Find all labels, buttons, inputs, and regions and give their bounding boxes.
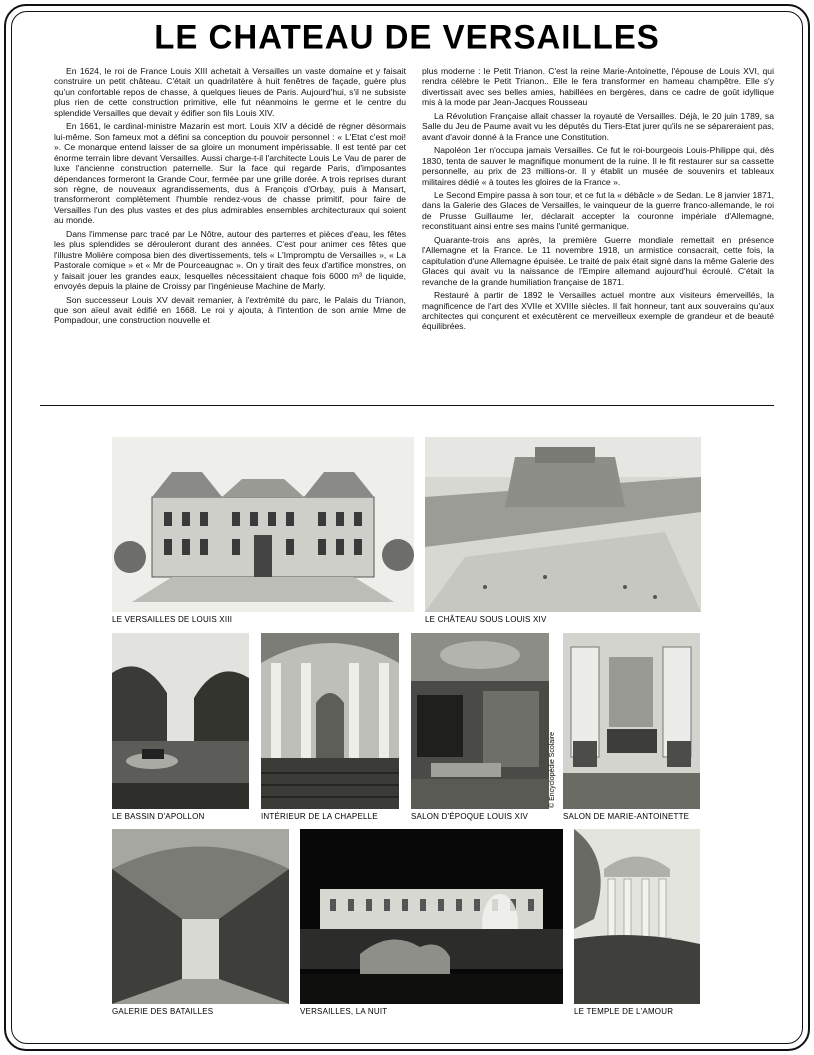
photo-temple-amour (574, 829, 700, 1004)
paragraph: Quarante-trois ans après, la première Guerre mondiale remettait en présence l'Allemagne et la France. Le 11 novembre 1918, un armistice consacrait, cette fois, la capitulation d'une Allemagne épuisée. Le traité de paix était signé dans la même Galerie des Glaces qui avait vu la naissance de l'Empire allemand aujourd'hui écroulé. C'était la revanche de la grande humiliation française de 1871. (422, 234, 774, 287)
caption-versailles-louis-xiii: LE VERSAILLES DE LOUIS XIII (112, 615, 233, 624)
article-body (54, 66, 774, 402)
paragraph: Napoléon 1er n'occupa jamais Versailles. Ce fut le roi-bourgeois Louis-Philippe qui, dès 1830, tenta de sauver le magnifique monument de la ruine. Il le fit restaurer sur sa cassette personnelle, au prix de 23 millions-or. Il y établit un musée de souvenirs et tableaux militaires dédié « à toutes les gloires de la France ». (422, 145, 774, 187)
text-column-left (54, 66, 406, 329)
photo-bassin-apollon (112, 633, 249, 809)
caption-interieur-chapelle: INTÉRIEUR DE LA CHAPELLE (261, 812, 378, 821)
photo-salon-marie-antoinette (563, 633, 700, 809)
caption-galerie-batailles: GALERIE DES BATAILLES (112, 1007, 214, 1016)
paragraph: Son successeur Louis XV devait remanier, à l'extrémité du parc, le Palais du Trianon, que son aïeul avait édifié en 1668. Le roi y ajouta, à l'intention de son amie Mme de Pompadour, une construction nouvelle et (54, 294, 406, 326)
photo-chateau-louis-xiv (425, 437, 701, 612)
photo-versailles-louis-xiii (112, 437, 414, 612)
paragraph: plus moderne : le Petit Trianon. C'est la reine Marie-Antoinette, l'épouse de Louis XVI, qui rendra célèbre le Petit Trianon.. Elle le fera transformer en hameau champêtre. Elle s'y divertissait avec ses belles amies, habillées en bergères, dans ce cadre de goût idyllique mis à la mode par Jean-Jacques Rousseau (422, 66, 774, 108)
caption-salon-marie-antoinette: SALON DE MARIE-ANTOINETTE (563, 812, 690, 821)
photo-credit: © Encyclopédie Scolaire (549, 732, 556, 808)
photo-versailles-nuit (300, 829, 563, 1004)
caption-bassin-apollon: LE BASSIN D'APOLLON (112, 812, 205, 821)
caption-temple-amour: LE TEMPLE DE L'AMOUR (574, 1007, 674, 1016)
paragraph: En 1624, le roi de France Louis XIII achetait à Versailles un vaste domaine et y faisait construire un petit château. C'était un quadrilatère à huit fenêtres de façade, guère plus qu'un confortable repos de chasse, à quelques lieues de Paris. Aujourd'hui, s'il ne subsiste plus rien de cette construction primitive, elle fut néanmoins le germe et le centre du splendide Versailles que devait y édifier son fils Louis XIV. (54, 66, 406, 118)
page-title: LE CHATEAU DE VERSAILLES (154, 17, 660, 56)
photo-salon-louis-xiv (411, 633, 549, 809)
photo-interieur-chapelle (261, 633, 399, 809)
section-divider (40, 405, 774, 406)
caption-chateau-louis-xiv: LE CHÂTEAU SOUS LOUIS XIV (425, 615, 547, 624)
paragraph: La Révolution Française allait chasser la royauté de Versailles. Déjà, le 20 juin 1789, sa Salle du Jeu de Paume avait vu les députés du Tiers-Etat jurer qu'ils ne se sépareraient pas, avant d'avoir donné à la France une Constitution. (422, 110, 774, 142)
paragraph: Dans l'immense parc tracé par Le Nôtre, autour des parterres et pièces d'eau, les fêtes les plus splendides se dérouleront durant des années. C'est pour animer ces fêtes que l'illustre Molière composa bien des divertissements, tels « L'Impromptu de Versailles », « La Pastorale comique » et « Mr de Pourceaugnac ». On y tirait des feux d'artifice monstres, on y faisait jouer les grandes eaux, lesquelles nécessitaient chaque fois 6000 m³ de liquide, envoyés depuis la plaine de Croissy par l'ingénieuse Machine de Marly. (54, 228, 406, 292)
caption-versailles-nuit: VERSAILLES, LA NUIT (300, 1007, 388, 1016)
paragraph: Restauré à partir de 1892 le Versailles actuel montre aux visiteurs émerveillés, la magnificence de l'art des XVIIe et XVIIIe siècles. Il fait honneur, tant aux souverains qu'aux architectes qui conçurent et exécutèrent ce merveilleux exemple de grandeur et de beauté équilibrées. (422, 290, 774, 332)
text-column-right (422, 66, 774, 335)
caption-salon-louis-xiv: SALON D'ÉPOQUE LOUIS XIV (411, 812, 529, 821)
photo-galerie-batailles (112, 829, 289, 1004)
paragraph: En 1661, le cardinal-ministre Mazarin est mort. Louis XIV a décidé de régner désormais lui-même. Son fameux mot a défini sa conception du pouvoir personnel : « L'Etat c'est moi! ». Ce monarque entend laisser de sa gloire un monument impérissable. Il est tenté par cet énorme terrain libre devant Versailles. Aussi charge-t-il l'architecte Louis Le Vau de parer de luxe l'ancienne construction paternelle. Sur la face qui regarde Paris, d'imposantes dépendances formeront la Grande Cour, fermée par une grille dorée. A trois reprises durant son règne, de nouveaux agrandissements, dus à François d'Orbay, puis à Mansart, transformeront complètement l'humble rendez-vous de chasse primitif, pour faire de Versailles l'un des plus vastes et des plus admirables ensembles architecturaux qui soient au monde. (54, 121, 406, 226)
paragraph: Le Second Empire passa à son tour, et ce fut la « débâcle » de Sedan. Le 8 janvier 1871, dans la Galerie des Glaces de Versailles, le vainqueur de la guerre franco-allemande, le roi de Prusse Guillaume Ier, déclarait accepter la couronne impériale d'Allemagne, reconstituant ainsi entre ses mains l'unité germanique. (422, 189, 774, 232)
